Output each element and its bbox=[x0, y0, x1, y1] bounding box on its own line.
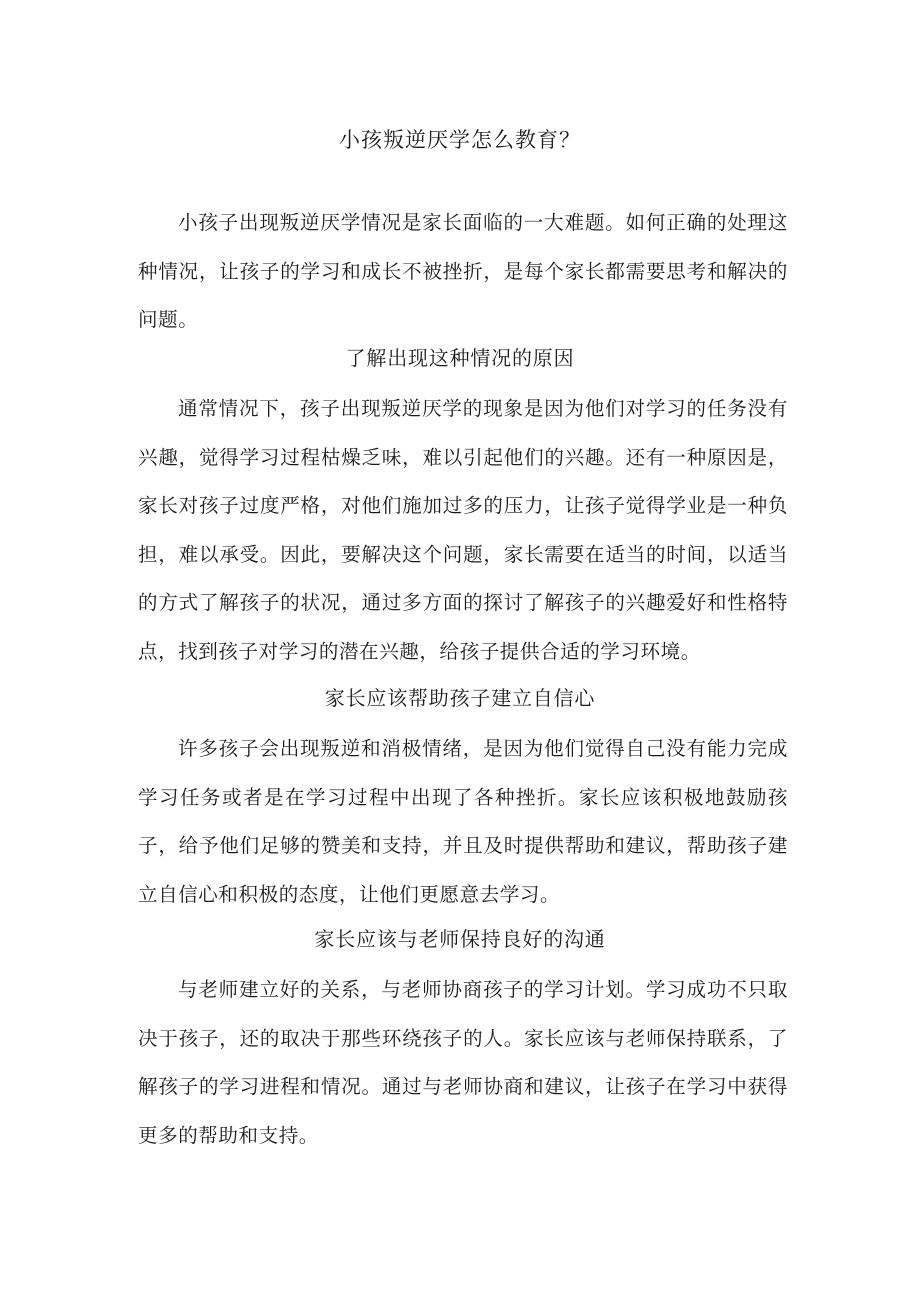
section-heading-communication: 家长应该与老师保持良好的沟通 bbox=[314, 927, 606, 951]
section-heading-confidence: 家长应该帮助孩子建立自信心 bbox=[324, 686, 596, 710]
intro-paragraph: 小孩子出现叛逆厌学情况是家长面临的一大难题。如何正确的处理这种情况，让孩子的学习和成长不被挫折，是每个家长都需要思考和解决的问题。 bbox=[138, 211, 788, 331]
document-title: 小孩叛逆厌学怎么教育？ bbox=[339, 128, 581, 152]
section-body-causes: 通常情况下，孩子出现叛逆厌学的现象是因为他们对学习的任务没有兴趣，觉得学习过程枯燥乏味，难以引起他们的兴趣。还有一种原因是，家长对孩子过度严格，对他们施加过多的压力，让孩子觉得学业是一种负担，难以承受。因此，要解决这个问题，家长需要在适当的时间，以适当的方式了解孩子的状况，通过多方面的探讨了解孩子的兴趣爱好和性格特点，找到孩子对学习的潜在兴趣，给孩子提供合适的学习环境。 bbox=[138, 397, 788, 663]
section-body-confidence: 许多孩子会出现叛逆和消极情绪，是因为他们觉得自己没有能力完成学习任务或者是在学习过程中出现了各种挫折。家长应该积极地鼓励孩子，给予他们足够的赞美和支持，并且及时提供帮助和建议，帮助孩子建立自信心和积极的态度，让他们更愿意去学习。 bbox=[138, 737, 788, 906]
section-heading-causes: 了解出现这种情况的原因 bbox=[345, 346, 575, 370]
section-body-communication: 与老师建立好的关系，与老师协商孩子的学习计划。学习成功不只取决于孩子，还的取决于那些环绕孩子的人。家长应该与老师保持联系，了解孩子的学习进程和情况。通过与老师协商和建议，让孩子在学习中获得更多的帮助和支持。 bbox=[138, 978, 788, 1147]
